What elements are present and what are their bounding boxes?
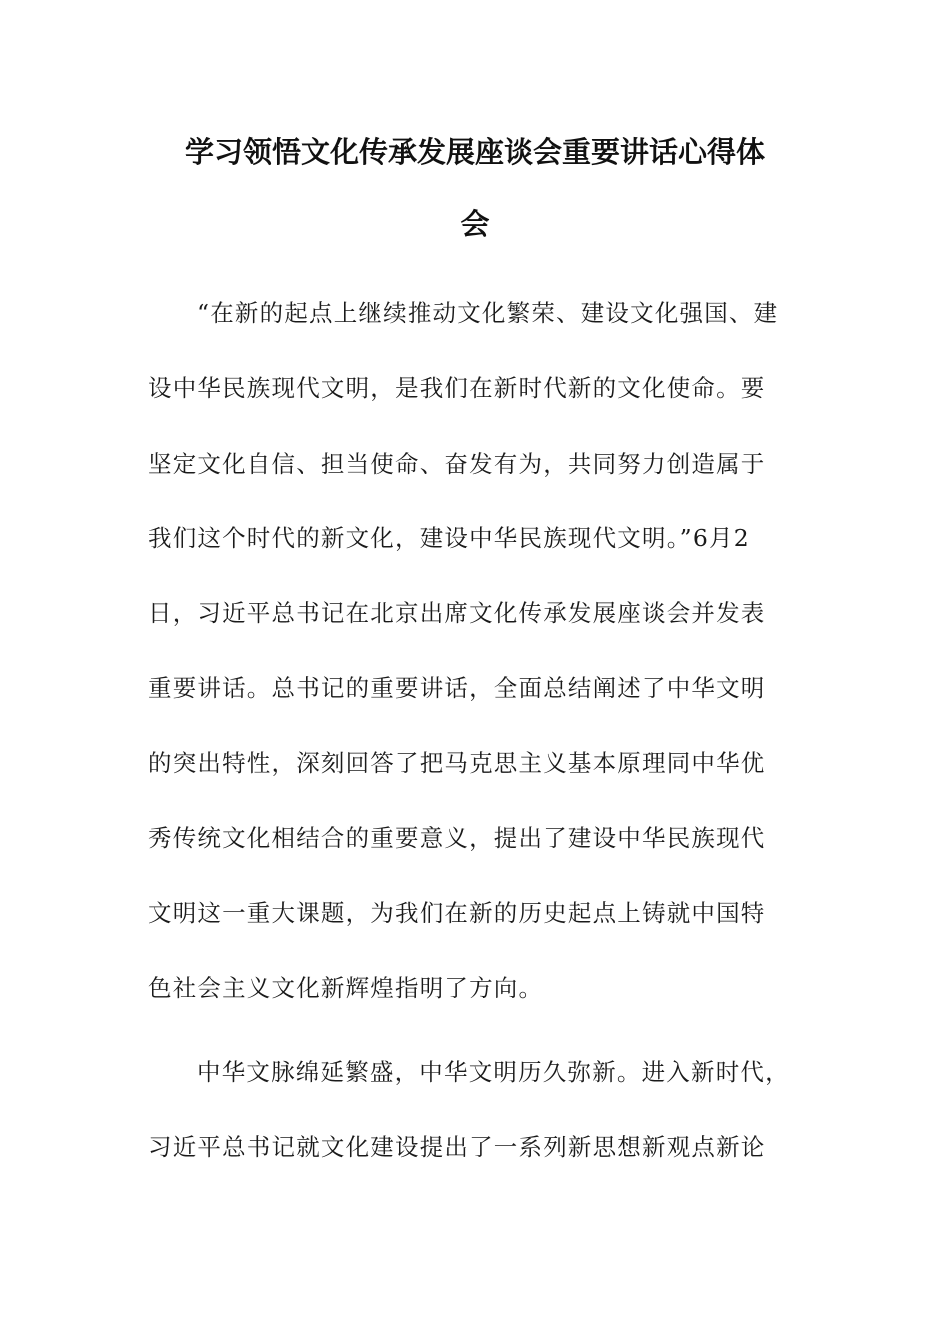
paragraph-1-line-9: 文明这一重大课题，为我们在新的历史起点上铸就中国特 bbox=[148, 899, 766, 927]
paragraph-1-line-2: 设中华民族现代文明，是我们在新时代新的文化使命。要 bbox=[148, 374, 766, 402]
paragraph-1-line-4: 我们这个时代的新文化，建设中华民族现代文明。”6月2 bbox=[148, 524, 750, 552]
document-title-line-2: 会 bbox=[460, 207, 490, 241]
document-title-line-1: 学习领悟文化传承发展座谈会重要讲话心得体 bbox=[184, 135, 765, 169]
paragraph-1-line-6: 重要讲话。总书记的重要讲话，全面总结阐述了中华文明 bbox=[148, 674, 766, 702]
paragraph-2-line-2: 习近平总书记就文化建设提出了一系列新思想新观点新论 bbox=[148, 1133, 766, 1161]
paragraph-1-line-3: 坚定文化自信、担当使命、奋发有为，共同努力创造属于 bbox=[148, 450, 766, 478]
paragraph-1-line-5: 日，习近平总书记在北京出席文化传承发展座谈会并发表 bbox=[148, 599, 766, 627]
paragraph-1-line-1: “在新的起点上继续推动文化繁荣、建设文化强国、建 bbox=[197, 299, 779, 327]
paragraph-2-line-1: 中华文脉绵延繁盛，中华文明历久弥新。进入新时代， bbox=[197, 1058, 790, 1086]
paragraph-1-line-7: 的突出特性，深刻回答了把马克思主义基本原理同中华优 bbox=[148, 749, 766, 777]
paragraph-1-line-10: 色社会主义文化新辉煌指明了方向。 bbox=[148, 974, 544, 1002]
paragraph-1-line-8: 秀传统文化相结合的重要意义，提出了建设中华民族现代 bbox=[148, 824, 766, 852]
